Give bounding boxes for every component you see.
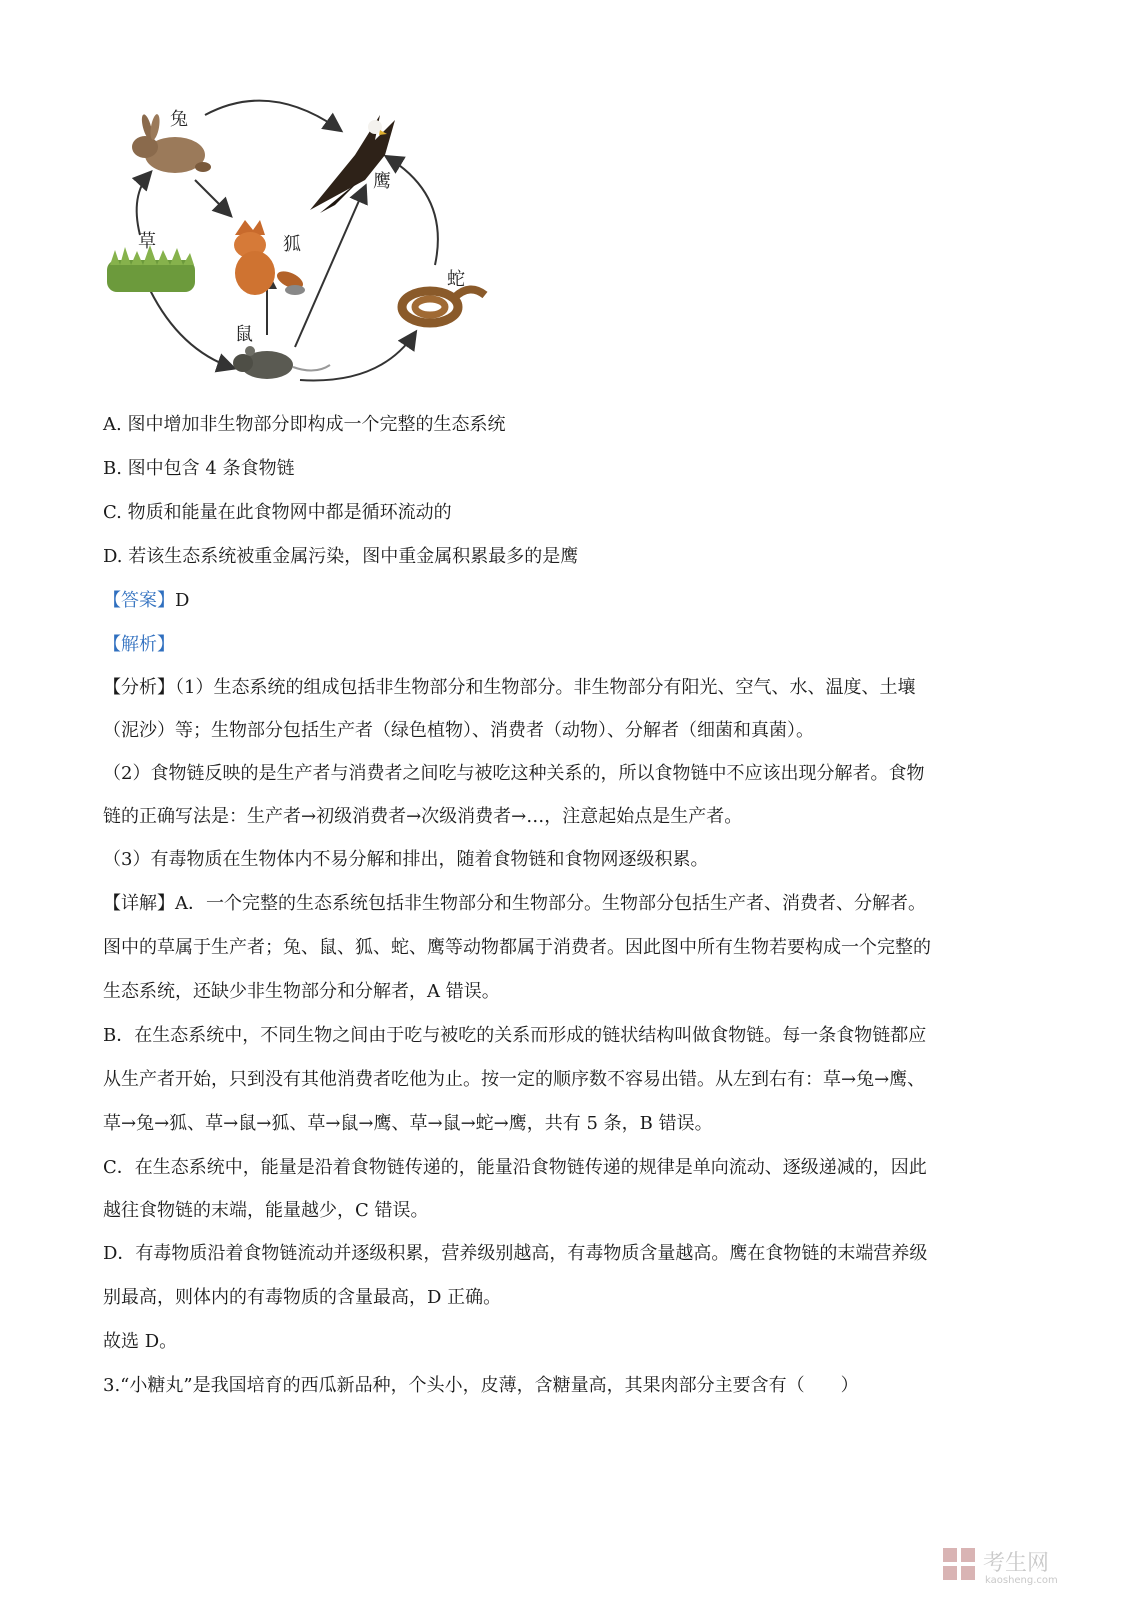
analysis-line-3: （2）食物链反映的是生产者与消费者之间吃与被吃这种关系的，所以食物链中不应该出现分解者。食物 <box>103 763 925 784</box>
arrow-mouse-to-eagle <box>295 187 365 347</box>
analysis-line-4: 链的正确写法是：生产者→初级消费者→次级消费者→…，注意起始点是生产者。 <box>103 806 743 827</box>
fox-icon <box>234 220 306 295</box>
analysis-line-1 <box>103 677 1033 699</box>
watermark-logo <box>941 1544 1111 1586</box>
detail-line-1 <box>103 893 1033 915</box>
mouse-icon <box>233 346 330 379</box>
rabbit-label: 兔 <box>170 109 188 130</box>
arrow-snake-to-eagle <box>387 157 438 265</box>
option-a: A. 图中增加非生物部分即构成一个完整的生态系统 <box>103 414 506 435</box>
eagle-icon <box>310 115 395 213</box>
detail-tag: 【详解】 <box>103 893 175 914</box>
answer-line <box>103 590 1033 612</box>
detail-line-2: 图中的草属于生产者；兔、鼠、狐、蛇、鹰等动物都属于消费者。因此图中所有生物若要构成一个完整的 <box>103 937 931 958</box>
food-web-diagram <box>95 85 515 405</box>
eagle-label: 鹰 <box>373 171 391 192</box>
detail-text-1: A．一个完整的生态系统包括非生物部分和生物部分。生物部分包括生产者、消费者、分解者。 <box>175 893 926 914</box>
watermark-mark-icon <box>943 1548 975 1580</box>
snake-label: 蛇 <box>447 269 465 290</box>
detail-line-5: 从生产者开始，只到没有其他消费者吃他为止。按一定的顺序数不容易出错。从左到右有：草→兔→鹰、 <box>103 1069 926 1090</box>
detail-line-4: B．在生态系统中，不同生物之间由于吃与被吃的关系而形成的链状结构叫做食物链。每一条食物链都应 <box>103 1025 927 1046</box>
snake-icon <box>402 289 485 323</box>
question-3: 3.“小糖丸”是我国培育的西瓜新品种，个头小，皮薄，含糖量高，其果肉部分主要含有（ ） <box>103 1375 859 1396</box>
detail-line-7: C．在生态系统中，能量是沿着食物链传递的，能量沿食物链传递的规律是单向流动、逐级递减的，因此 <box>103 1157 927 1178</box>
analysis-line-5: （3）有毒物质在生物体内不易分解和排出，随着食物链和食物网逐级积累。 <box>103 849 709 870</box>
option-c: C. 物质和能量在此食物网中都是循环流动的 <box>103 502 452 523</box>
explain-tag-text: 【解析】 <box>103 634 175 655</box>
analysis-text-1: （1）生态系统的组成包括非生物部分和生物部分。非生物部分有阳光、空气、水、温度、土壤 <box>175 677 916 698</box>
mouse-label: 鼠 <box>235 324 253 345</box>
arrow-mouse-to-snake <box>300 333 415 380</box>
conclusion-line: 故选 D。 <box>103 1331 178 1352</box>
arrow-rabbit-to-fox <box>195 180 230 215</box>
watermark-sub: kaosheng.com <box>985 1575 1058 1586</box>
detail-line-9: D．有毒物质沿着食物链流动并逐级积累，营养级别越高，有毒物质含量越高。鹰在食物链的末端营养级 <box>103 1243 928 1264</box>
option-d: D. 若该生态系统被重金属污染，图中重金属积累最多的是鹰 <box>103 546 579 567</box>
detail-line-10: 别最高，则体内的有毒物质的含量最高，D 正确。 <box>103 1287 502 1308</box>
grass-icon <box>107 245 195 292</box>
answer-tag: 【答案】 <box>103 590 175 611</box>
arrow-grass-to-rabbit <box>137 173 150 235</box>
answer-value: D <box>175 590 190 611</box>
analysis-tag: 【分析】 <box>103 677 175 698</box>
watermark-main: 考生网 <box>983 1551 1050 1576</box>
detail-line-6: 草→兔→狐、草→鼠→狐、草→鼠→鹰、草→鼠→蛇→鹰，共有 5 条，B 错误。 <box>103 1113 713 1134</box>
arrow-grass-to-mouse <box>150 290 233 368</box>
explain-tag <box>103 634 1033 656</box>
fox-label: 狐 <box>283 234 301 255</box>
option-b: B. 图中包含 4 条食物链 <box>103 458 295 479</box>
detail-line-3: 生态系统，还缺少非生物部分和分解者，A 错误。 <box>103 981 500 1002</box>
grass-label: 草 <box>138 231 156 252</box>
analysis-line-2: （泥沙）等；生物部分包括生产者（绿色植物）、消费者（动物）、分解者（细菌和真菌）。 <box>103 720 814 741</box>
arrow-rabbit-to-eagle <box>205 101 340 130</box>
detail-line-8: 越往食物链的末端，能量越少，C 错误。 <box>103 1200 429 1221</box>
